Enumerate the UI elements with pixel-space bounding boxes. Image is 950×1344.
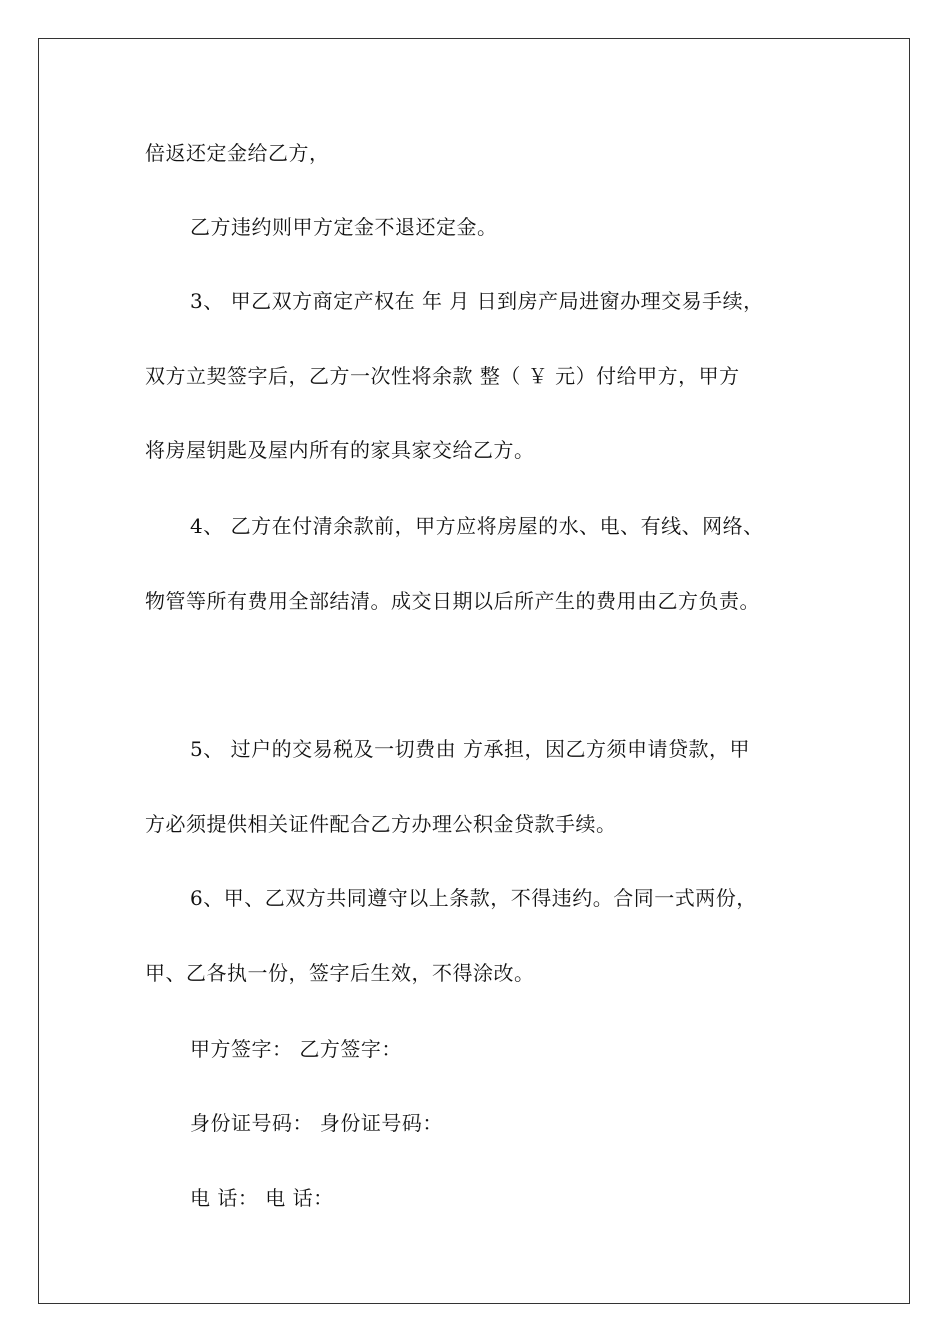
text-line-2: 乙方违约则甲方定金不退还定金。 [190,215,498,239]
clause-3-line-3: 将房屋钥匙及屋内所有的家具家交给乙方。 [145,438,535,462]
signature-line: 甲方签字： 乙方签字： [190,1037,402,1061]
clause-5-line-1: 5、 过户的交易税及一切费由 方承担，因乙方须申请贷款，甲 [190,737,750,761]
phone-line: 电 话： 电 话： [190,1186,334,1210]
clause-5-line-2: 方必须提供相关证件配合乙方办理公积金贷款手续。 [145,812,617,836]
clause-3-line-2: 双方立契签字后，乙方一次性将余款 整（ ￥ 元）付给甲方，甲方 [145,364,740,388]
id-number-line: 身份证号码： 身份证号码： [190,1111,443,1135]
clause-3-line-1: 3、 甲乙双方商定产权在 年 月 日到房产局进窗办理交易手续， [190,289,764,313]
clause-4-line-2: 物管等所有费用全部结清。成交日期以后所产生的费用由乙方负责。 [145,589,760,613]
text-line-1: 倍返还定金给乙方， [145,141,330,165]
clause-4-line-1: 4、 乙方在付清余款前，甲方应将房屋的水、电、有线、网络、 [190,514,764,538]
clause-6-line-1: 6、甲、乙双方共同遵守以上条款，不得违约。合同一式两份， [190,886,757,910]
clause-6-line-2: 甲、乙各执一份，签字后生效，不得涂改。 [145,961,535,985]
